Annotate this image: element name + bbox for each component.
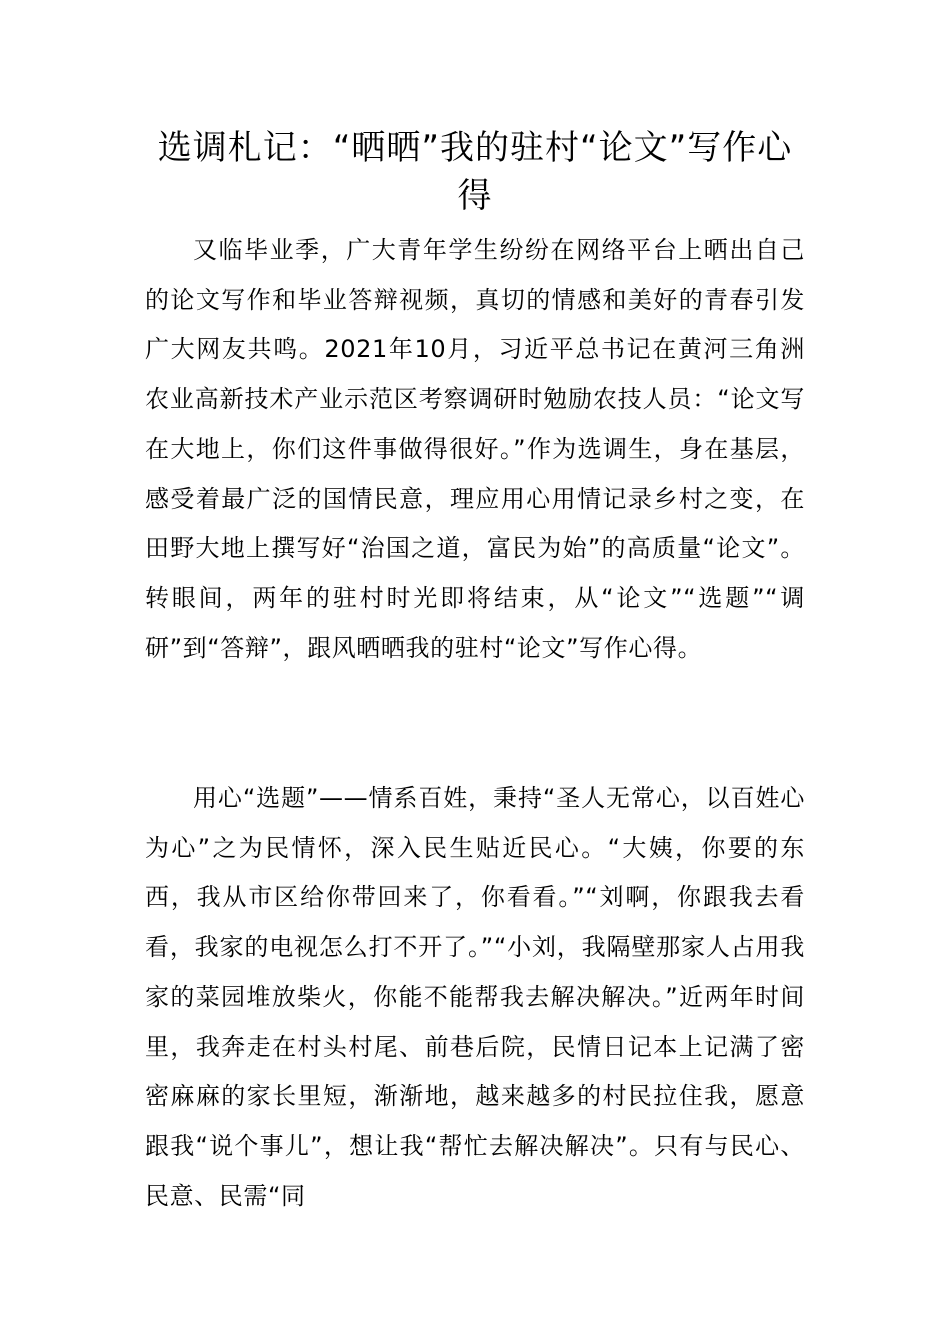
paragraph-intro: 又临毕业季，广大青年学生纷纷在网络平台上晒出自己的论文写作和毕业答辩视频，真切的情感和美好的青春引发广大网友共鸣。2021年10月，习近平总书记在黄河三角洲农业高新技术产业示范区考察调研时勉励农技人员：“论文写在大地上，你们这件事做得很好。”作为选调生，身在基层，感受着最广泛的国情民意，理应用心用情记录乡村之变，在田野大地上撰写好“治国之道，富民为始”的高质量“论文”。转眼间，两年的驻村时光即将结束，从“论文”“选题”“调研”到“答辩”，跟风晒晒我的驻村“论文”写作心得。 (145, 236, 805, 662)
paragraph-topic-selection: 用心“选题”——情系百姓，秉持“圣人无常心，以百姓心为心”之为民情怀，深入民生贴近民心。“大姨，你要的东西，我从市区给你带回来了，你看看。”“刘啊，你跟我去看看，我家的电视怎么打不开了。”“小刘，我隔壁那家人占用我家的菜园堆放柴火，你能不能帮我去解决解决。”近两年时间里，我奔走在村头村尾、前巷后院，民情日记本上记满了密密麻麻的家长里短，渐渐地，越来越多的村民拉住我，愿意跟我“说个事儿”，想让我“帮忙去解决解决”。只有与民心、民意、民需“同 (145, 784, 805, 1210)
document-title: 选调札记：“晒晒”我的驻村“论文”写作心得 (157, 128, 793, 216)
